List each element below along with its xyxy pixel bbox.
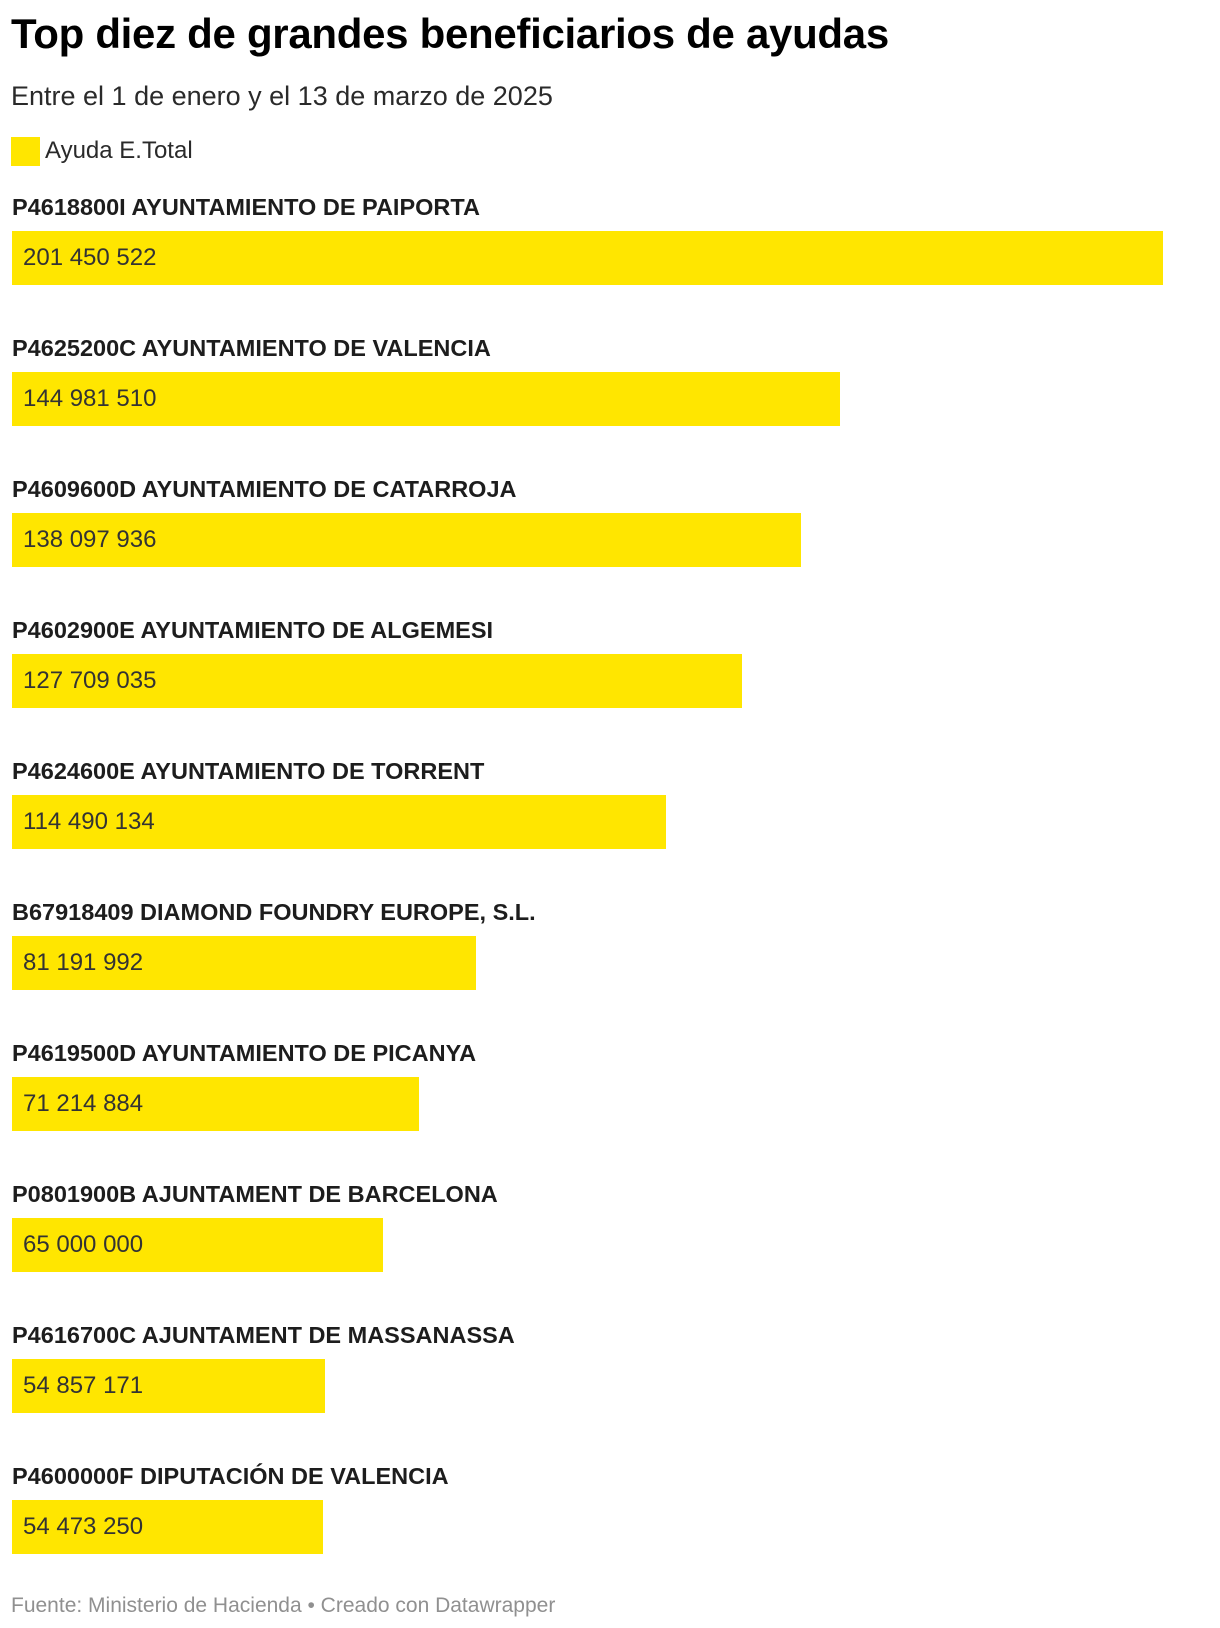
bar-row xyxy=(12,893,1215,1034)
legend-label: Ayuda E.Total xyxy=(45,137,193,164)
value-label: 81 191 992 xyxy=(23,949,144,976)
bar-row xyxy=(12,611,1215,752)
category-label: P4600000F DIPUTACIÓN DE VALENCIA xyxy=(12,1463,449,1489)
chart-subtitle: Entre el 1 de enero y el 13 de marzo de 2025 xyxy=(11,81,553,111)
value-label: 201 450 522 xyxy=(23,244,157,271)
category-label: P0801900B AJUNTAMENT DE BARCELONA xyxy=(12,1181,498,1207)
bar-row xyxy=(12,188,1215,329)
value-label: 71 214 884 xyxy=(23,1090,144,1117)
bar-chart xyxy=(11,0,1216,1628)
bar-row xyxy=(12,1175,1215,1316)
category-label: P4616700C AJUNTAMENT DE MASSANASSA xyxy=(12,1322,515,1348)
category-label: P4625200C AYUNTAMIENTO DE VALENCIA xyxy=(12,335,491,361)
chart-title: Top diez de grandes beneficiarios de ayudas xyxy=(11,10,889,57)
value-label: 54 857 171 xyxy=(23,1372,144,1399)
legend-swatch xyxy=(11,137,40,166)
bar-row xyxy=(12,1316,1215,1457)
bar-row xyxy=(12,1457,1215,1598)
legend xyxy=(11,136,193,166)
category-label: B67918409 DIAMOND FOUNDRY EUROPE, S.L. xyxy=(12,899,536,925)
category-label: P4618800I AYUNTAMIENTO DE PAIPORTA xyxy=(12,194,480,220)
value-label: 114 490 134 xyxy=(23,808,155,835)
value-label: 144 981 510 xyxy=(23,385,157,412)
bars-container xyxy=(12,188,1215,1598)
source-note: Fuente: Ministerio de Hacienda • Creado con Datawrapper xyxy=(11,1594,556,1617)
category-label: P4624600E AYUNTAMIENTO DE TORRENT xyxy=(12,758,485,784)
value-label: 54 473 250 xyxy=(23,1513,144,1540)
bar-row xyxy=(12,1034,1215,1175)
value-label: 65 000 000 xyxy=(23,1231,144,1258)
bar-row xyxy=(12,329,1215,470)
category-label: P4619500D AYUNTAMIENTO DE PICANYA xyxy=(12,1040,477,1066)
bar-row xyxy=(12,470,1215,611)
value-label: 138 097 936 xyxy=(23,526,157,553)
bar-row xyxy=(12,752,1215,893)
category-label: P4609600D AYUNTAMIENTO DE CATARROJA xyxy=(12,476,517,502)
bar xyxy=(12,231,1163,285)
category-label: P4602900E AYUNTAMIENTO DE ALGEMESI xyxy=(12,617,494,643)
value-label: 127 709 035 xyxy=(23,667,157,694)
